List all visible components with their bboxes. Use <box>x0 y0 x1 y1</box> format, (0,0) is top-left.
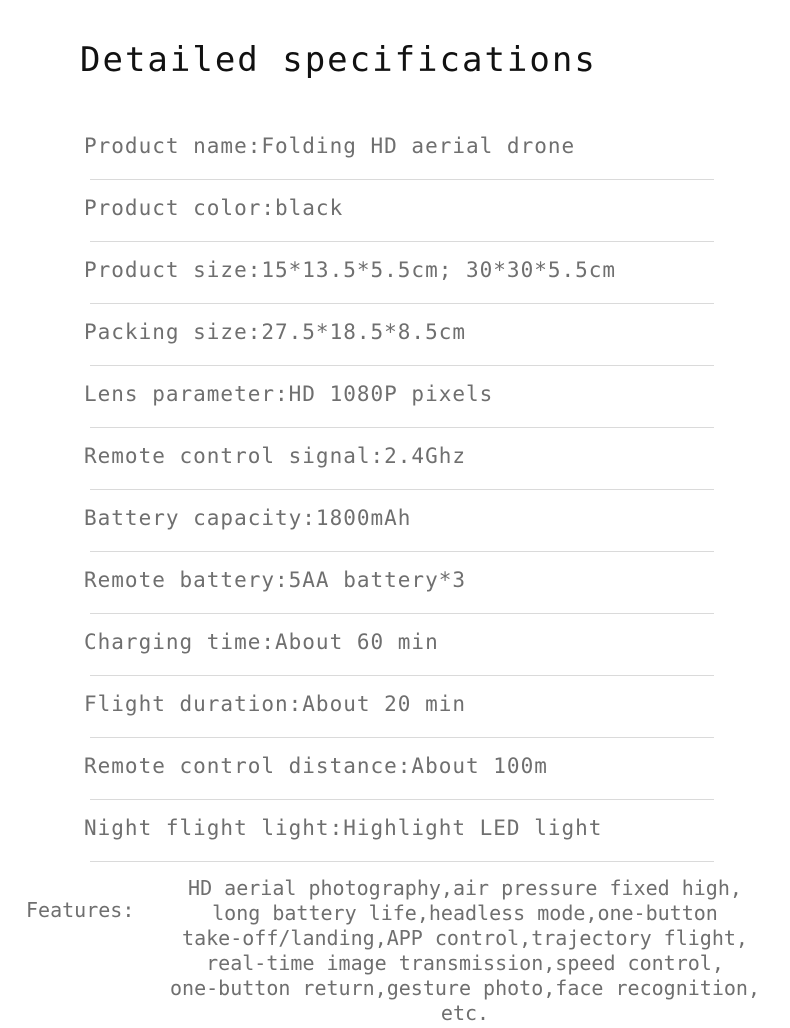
spec-text: Charging time:About 60 min <box>84 630 439 654</box>
spec-row-charging-time <box>84 614 714 676</box>
features-line: etc. <box>440 1001 490 1025</box>
features-line: one-button return,gesture photo,face recognition, <box>169 976 760 1000</box>
divider <box>90 861 714 862</box>
spec-row-remote-distance <box>84 738 714 800</box>
spec-text: Product size:15*13.5*5.5cm; 30*30*5.5cm <box>84 258 617 282</box>
spec-row-flight-duration <box>84 676 714 738</box>
features-line: real-time image transmission,speed control, <box>206 951 724 975</box>
features-line: long battery life,headless mode,one-button <box>212 901 718 925</box>
features-line: take-off/landing,APP control,trajectory flight, <box>182 926 748 950</box>
spec-text: Flight duration:About 20 min <box>84 692 467 716</box>
spec-row-remote-battery <box>84 552 714 614</box>
spec-text: Lens parameter:HD 1080P pixels <box>84 382 494 406</box>
spec-row-battery-capacity <box>84 490 714 552</box>
page-title: Detailed specifications <box>80 40 597 80</box>
spec-text: Product color:black <box>84 196 344 220</box>
spec-row-remote-signal <box>84 428 714 490</box>
spec-text: Battery capacity:1800mAh <box>84 506 412 530</box>
spec-text: Night flight light:Highlight LED light <box>84 816 603 840</box>
spec-row-product-size <box>84 242 714 304</box>
spec-text: Packing size:27.5*18.5*8.5cm <box>84 320 467 344</box>
spec-row-packing-size <box>84 304 714 366</box>
spec-text: Product name:Folding HD aerial drone <box>84 134 576 158</box>
features-label: Features: <box>26 898 135 922</box>
spec-text: Remote control signal:2.4Ghz <box>84 444 467 468</box>
spec-text: Remote battery:5AA battery*3 <box>84 568 467 592</box>
features-text <box>140 876 790 1026</box>
spec-row-lens-parameter <box>84 366 714 428</box>
spec-row-product-color <box>84 180 714 242</box>
features-line: HD aerial photography,air pressure fixed high, <box>188 876 742 900</box>
spec-row-night-light <box>84 800 714 862</box>
spec-text: Remote control distance:About 100m <box>84 754 548 778</box>
spec-row-product-name <box>84 118 714 180</box>
